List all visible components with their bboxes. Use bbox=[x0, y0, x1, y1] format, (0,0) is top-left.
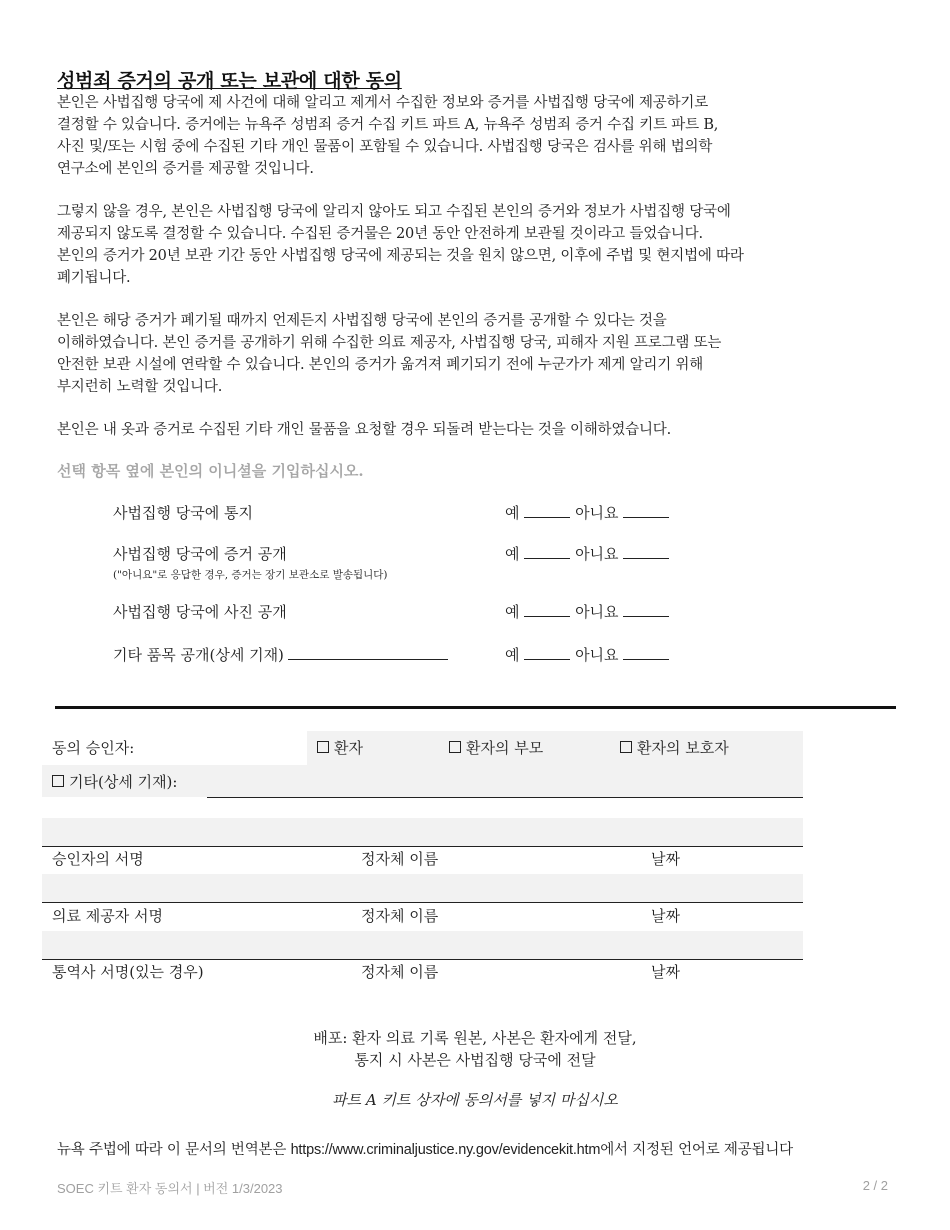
signature-field-provider[interactable] bbox=[42, 874, 803, 902]
paragraph-line: 본인은 내 옷과 증거로 수집된 기타 개인 물품을 요청할 경우 되돌려 받는다는 것을 이해하였습니다. bbox=[57, 422, 672, 438]
distribution-line-2: 통지 시 사본은 사법집행 당국에 전달 bbox=[354, 1051, 596, 1069]
signature-label: 승인자의 서명 bbox=[52, 850, 144, 868]
yes-label: 예 bbox=[505, 504, 520, 522]
consent-label: 동의 승인자: bbox=[52, 739, 135, 757]
no-label: 아니요 bbox=[575, 504, 619, 522]
printed-name-label: 정자체 이름 bbox=[361, 963, 439, 981]
paragraph-line: 부지런히 노력할 것입니다. bbox=[57, 379, 223, 395]
signature-line bbox=[42, 846, 803, 847]
option-notify-label: 사법집행 당국에 통지 bbox=[113, 504, 253, 522]
choice-label: 환자 bbox=[334, 739, 363, 757]
paragraph-line: 결정할 수 있습니다. 증거에는 뉴욕주 성범죄 증거 수집 키트 파트 A, 뉴욕주 성범죄 증거 수집 키트 파트 B, bbox=[57, 117, 719, 133]
signature-field-approver[interactable] bbox=[42, 818, 803, 846]
choice-label: 환자의 부모 bbox=[466, 739, 544, 757]
option-notify-yes-no bbox=[505, 502, 669, 523]
checkbox-icon[interactable] bbox=[317, 741, 329, 753]
checkbox-icon[interactable] bbox=[620, 741, 632, 753]
consent-choice-other[interactable] bbox=[52, 771, 177, 792]
option-other-label: 기타 품목 공개(상세 기재) bbox=[113, 646, 284, 664]
paragraph-line: 그렇지 않을 경우, 본인은 사법집행 당국에 알리지 않아도 되고 수집된 본인의 증거와 정보가 사법집행 당국에 bbox=[57, 204, 731, 220]
yes-initial-field[interactable] bbox=[524, 645, 570, 660]
option-evidence-yes-no bbox=[505, 543, 669, 564]
no-label: 아니요 bbox=[575, 646, 619, 664]
paragraph-line: 사진 및/또는 시험 중에 수집된 기타 개인 물품이 포함될 수 있습니다. 사법집행 당국은 검사를 위해 법의학 bbox=[57, 139, 713, 155]
signature-field-interpreter[interactable] bbox=[42, 931, 803, 959]
translation-suffix: 에서 지정된 언어로 제공됩니다 bbox=[600, 1142, 793, 1158]
yes-initial-field[interactable] bbox=[524, 503, 570, 518]
translation-prefix: 뉴욕 주법에 따라 이 문서의 번역본은 bbox=[57, 1142, 291, 1158]
no-initial-field[interactable] bbox=[623, 544, 669, 559]
yes-initial-field[interactable] bbox=[524, 602, 570, 617]
no-initial-field[interactable] bbox=[623, 602, 669, 617]
yes-initial-field[interactable] bbox=[524, 544, 570, 559]
printed-name-label: 정자체 이름 bbox=[361, 850, 439, 868]
paragraph-line: 제공되지 않도록 결정할 수 있습니다. 수집된 증거물은 20년 동안 안전하게 보관될 것이라고 들었습니다. bbox=[57, 226, 703, 242]
section-divider bbox=[55, 706, 896, 709]
date-label: 날짜 bbox=[651, 963, 680, 981]
yes-label: 예 bbox=[505, 646, 520, 664]
signature-label: 통역사 서명(있는 경우) bbox=[52, 963, 204, 981]
consent-choice-guardian[interactable] bbox=[620, 737, 729, 758]
option-photos-yes-no bbox=[505, 601, 669, 622]
option-evidence-note: ("아니요"로 응답한 경우, 증거는 장기 보관소로 발송됩니다) bbox=[113, 569, 388, 581]
no-label: 아니요 bbox=[575, 545, 619, 563]
page-number: 2 / 2 bbox=[862, 1178, 888, 1193]
choice-label: 기타(상세 기재): bbox=[69, 773, 178, 791]
paragraph-evidence-release bbox=[57, 92, 917, 180]
initials-instruction: 선택 항목 옆에 본인의 이니셜을 기입하십시오. bbox=[57, 462, 364, 480]
paragraph-return-items bbox=[57, 419, 917, 441]
yes-label: 예 bbox=[505, 545, 520, 563]
footer-form-info: SOEC 키트 환자 동의서 | 버전 1/3/2023 bbox=[57, 1181, 283, 1196]
checkbox-icon[interactable] bbox=[449, 741, 461, 753]
paragraph-storage bbox=[57, 201, 917, 289]
signature-label: 의료 제공자 서명 bbox=[52, 907, 163, 925]
paragraph-line: 폐기됩니다. bbox=[57, 270, 131, 286]
translation-note bbox=[57, 1138, 793, 1159]
checkbox-icon[interactable] bbox=[52, 775, 64, 787]
paragraph-line: 연구소에 본인의 증거를 제공할 것입니다. bbox=[57, 161, 314, 177]
signature-line bbox=[42, 959, 803, 960]
printed-name-label: 정자체 이름 bbox=[361, 907, 439, 925]
option-evidence-label: 사법집행 당국에 증거 공개 bbox=[113, 545, 287, 563]
paragraph-release-anytime bbox=[57, 310, 917, 398]
option-other-items bbox=[113, 644, 448, 665]
kit-note: 파트 A 키트 상자에 동의서를 넣지 마십시오 bbox=[332, 1091, 618, 1109]
other-detail-line bbox=[207, 797, 803, 798]
distribution-line-1: 배포: 환자 의료 기록 원본, 사본은 환자에게 전달, bbox=[313, 1029, 637, 1047]
signature-line bbox=[42, 902, 803, 903]
paragraph-line: 안전한 보관 시설에 연락할 수 있습니다. 본인의 증거가 옮겨져 폐기되기 전에 누군가가 제게 알리기 위해 bbox=[57, 357, 704, 373]
date-label: 날짜 bbox=[651, 850, 680, 868]
option-photos-label: 사법집행 당국에 사진 공개 bbox=[113, 603, 287, 621]
evidence-kit-link[interactable]: https://www.criminaljustice.ny.gov/evidencekit.htm bbox=[290, 1142, 601, 1158]
no-initial-field[interactable] bbox=[623, 503, 669, 518]
paragraph-line: 본인은 사법집행 당국에 제 사건에 대해 알리고 제게서 수집한 정보와 증거를 사법집행 당국에 제공하기로 bbox=[57, 95, 709, 111]
paragraph-line: 본인은 해당 증거가 폐기될 때까지 언제든지 사법집행 당국에 본인의 증거를 공개할 수 있다는 것을 bbox=[57, 313, 667, 329]
consent-choice-patient[interactable] bbox=[317, 737, 363, 758]
yes-label: 예 bbox=[505, 603, 520, 621]
other-items-detail-field[interactable] bbox=[288, 645, 448, 660]
no-label: 아니요 bbox=[575, 603, 619, 621]
date-label: 날짜 bbox=[651, 907, 680, 925]
no-initial-field[interactable] bbox=[623, 645, 669, 660]
paragraph-line: 이해하였습니다. 본인 증거를 공개하기 위해 수집한 의료 제공자, 사법집행 당국, 피해자 지원 프로그램 또는 bbox=[57, 335, 722, 351]
consent-choice-parent[interactable] bbox=[449, 737, 543, 758]
choice-label: 환자의 보호자 bbox=[637, 739, 729, 757]
option-other-yes-no bbox=[505, 644, 669, 665]
paragraph-line: 본인의 증거가 20년 보관 기간 동안 사법집행 당국에 제공되는 것을 원치 않으면, 이후에 주법 및 현지법에 따라 bbox=[57, 248, 744, 264]
page-title: 성범죄 증거의 공개 또는 보관에 대한 동의 bbox=[57, 70, 402, 92]
